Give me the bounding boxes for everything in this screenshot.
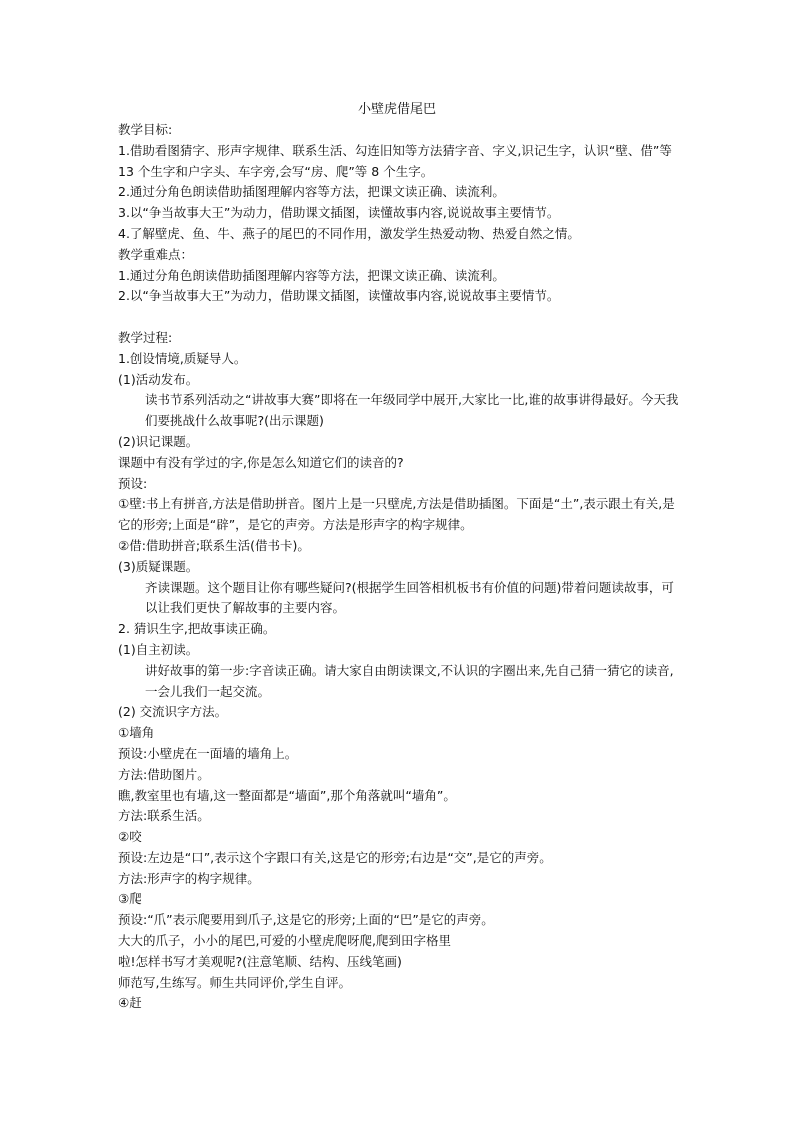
preset-label: 预设:	[118, 475, 148, 491]
section-heading-key-points: 教学重难点：	[118, 246, 194, 262]
char-3-heading: ③爬	[118, 891, 142, 907]
step-1-2-heading: (2)识记课题。	[118, 433, 199, 449]
char-2-preset: 预设:左边是“口”,表示这个字跟口有关,这是它的形旁;右边是“交”,是它的声旁。	[118, 849, 552, 865]
char-2-heading: ②咬	[118, 829, 142, 845]
blank-line	[118, 307, 683, 328]
char-3-practice: 师范写,生练写。师生共同评价,学生自评。	[118, 974, 351, 990]
step-2-heading: 2. 猜识生字,把故事读正确。	[118, 621, 276, 637]
objective-1: 1.借助看图猜字、形声字规律、联系生活、勾连旧知等方法猜字音、字义,识记生字，认识“壁、借”等 13 个生字和户字头、车字旁,会写“房、爬”等 8 个生字。	[118, 142, 672, 179]
objective-3: 3.以“争当故事大王”为动力，借助课文插图，读懂故事内容,说说故事主要情节。	[118, 205, 560, 221]
char-1-method-1: 方法:借助图片。	[118, 766, 210, 782]
char-3-preset: 预设:“爪”表示爬要用到爪子,这是它的形旁;上面的“巴”是它的声旁。	[118, 912, 494, 928]
step-2-1-text: 讲好故事的第一步:字音读正确。请大家自由朗读课文,不认识的字圈出来,先自己猜一猜它的读音,一会儿我们一起交流。	[145, 662, 674, 699]
step-2-2-heading: (2) 交流识字方法。	[118, 704, 228, 720]
char-4-heading: ④赶	[118, 995, 142, 1011]
char-1-heading: ①墙角	[118, 725, 155, 741]
section-heading-objectives: 教学目标:	[118, 122, 173, 137]
char-1-explanation: 瞧,教室里也有墙,这一整面都是“墙面”,那个角落就叫“墙角”。	[118, 787, 456, 803]
section-heading-process: 教学过程:	[118, 329, 173, 345]
char-3-description: 大大的爪子，小小的尾巴,可爱的小壁虎爬呀爬,爬到田字格里	[118, 933, 451, 949]
step-1-3-heading: (3)质疑课题。	[118, 558, 199, 574]
char-3-question: 啦!怎样书写才美观呢?(注意笔顺、结构、压线笔画)	[118, 953, 402, 969]
char-1-method-2: 方法:联系生活。	[118, 808, 210, 824]
preset-item-2: ②借:借助拼音;联系生活(借书卡)。	[118, 537, 310, 553]
step-1-1-heading: (1)活动发布。	[118, 371, 199, 387]
preset-item-1: ①壁:书上有拼音,方法是借助拼音。图片上是一只壁虎,方法是借助插图。下面是“土”,表示跟土有关,是它的形旁;上面是“辟”，是它的声旁。方法是形声字的构字规律。	[118, 496, 675, 533]
key-point-2: 2.以“争当故事大王”为动力，借助课文插图，读懂故事内容,说说故事主要情节。	[118, 288, 560, 304]
title-text: 小壁虎借尾巴	[357, 102, 436, 117]
char-2-method: 方法:形声字的构字规律。	[118, 870, 260, 886]
char-1-preset: 预设:小壁虎在一面墙的墙角上。	[118, 745, 298, 761]
key-point-1: 1.通过分角色朗读借助插图理解内容等方法，把课文读正确、读流利。	[118, 267, 505, 283]
objective-4: 4.了解壁虎、鱼、牛、燕子的尾巴的不同作用，激发学生热爱动物、热爱自然之情。	[118, 225, 580, 241]
step-1-1-text: 读书节系列活动之“讲故事大赛”即将在一年级同学中展开,大家比一比,谁的故事讲得最好。今天我们要挑战什么故事呢?(出示课题)	[145, 392, 679, 429]
step-1-3-text: 齐读课题。这个题目让你有哪些疑问?(根据学生回答相机板书有价值的问题)带着问题读故事，可以让我们更快了解故事的主要内容。	[145, 579, 674, 616]
document-title	[0, 100, 794, 120]
document-body	[118, 120, 683, 1014]
step-2-1-heading: (1)自主初读。	[118, 641, 199, 657]
objective-2: 2.通过分角色朗读借助插图理解内容等方法，把课文读正确、读流利。	[118, 184, 505, 200]
step-1-2-question: 课题中有没有学过的字,你是怎么知道它们的读音的?	[118, 454, 404, 470]
step-1-heading: 1.创设情境,质疑导人。	[118, 350, 247, 366]
